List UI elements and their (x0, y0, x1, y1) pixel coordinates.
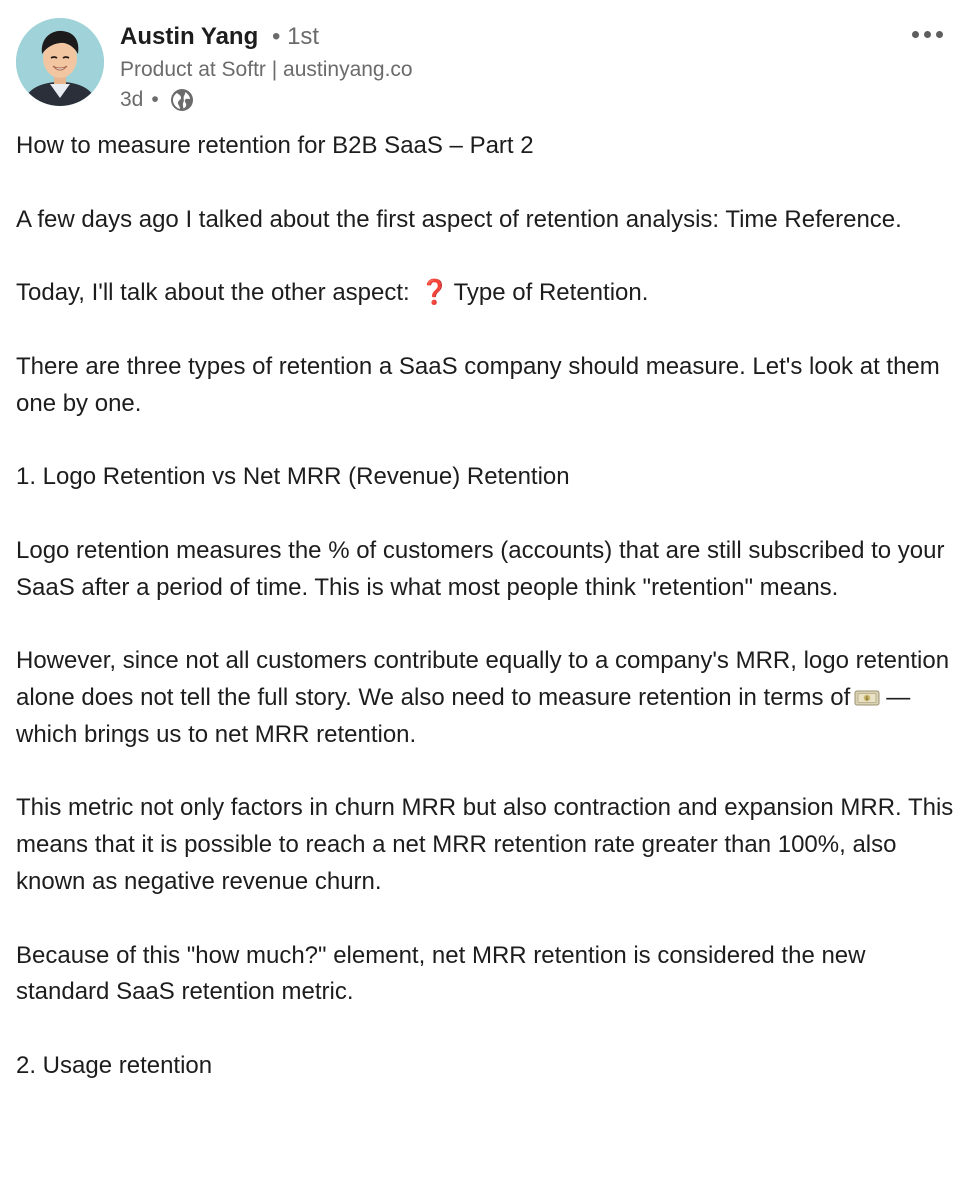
more-dot-icon (912, 31, 919, 38)
degree-label: 1st (287, 23, 320, 50)
post-paragraph-6 (16, 643, 956, 753)
more-options-button[interactable] (902, 20, 952, 48)
post-paragraph-9: 2. Usage retention (16, 1051, 213, 1079)
post-meta (120, 86, 195, 114)
connection-degree (272, 22, 319, 52)
post-body (16, 128, 956, 1122)
post-paragraph-8: Because of this "how much?" element, net MRR retention is considered the new standard SaaS retention metric. (16, 941, 866, 1006)
post-paragraph-4: 1. Logo Retention vs Net MRR (Revenue) Retention (16, 463, 570, 491)
post-paragraph-1: A few days ago I talked about the first aspect of retention analysis: Time Reference. (16, 205, 902, 233)
paragraph-6-before: However, since not all customers contribute equally to a company's MRR, logo retention alone does not tell the full story. We also need to measure retention in terms of (16, 647, 950, 711)
author-name[interactable]: Austin Yang (120, 23, 259, 50)
avatar[interactable] (16, 18, 104, 106)
more-dot-icon (936, 31, 943, 38)
post-time: 3d (120, 88, 144, 111)
post-paragraph-2 (16, 275, 956, 312)
more-dot-icon (924, 31, 931, 38)
question-mark-emoji: ❓ (419, 279, 450, 307)
post-paragraph-3: There are three types of retention a SaaS company should measure. Let's look at them one by one. (16, 352, 940, 417)
paragraph-2-after: Type of Retention. (453, 279, 649, 307)
degree-separator: • (272, 23, 281, 50)
post-paragraph-7: This metric not only factors in churn MRR but also contraction and expansion MRR. This means that it is possible to reach a net MRR retention rate greater than 100%, also known as negative revenue churn. (16, 794, 954, 895)
paragraph-2-before: Today, I'll talk about the other aspect: (16, 279, 410, 307)
paragraph-6-after: — which brings us to net MRR retention. (16, 683, 911, 748)
post-paragraph-5: Logo retention measures the % of customers (accounts) that are still subscribed to your SaaS after a period of time. This is what most people think "retention" means. (16, 536, 945, 601)
globe-icon (169, 87, 195, 113)
svg-text:$: $ (865, 695, 869, 702)
money-icon (854, 682, 880, 700)
author-headline: Product at Softr | austinyang.co (120, 58, 413, 81)
avatar-photo (16, 18, 104, 106)
meta-separator: • (151, 88, 159, 111)
post-title-line: How to measure retention for B2B SaaS – Part 2 (16, 132, 534, 159)
